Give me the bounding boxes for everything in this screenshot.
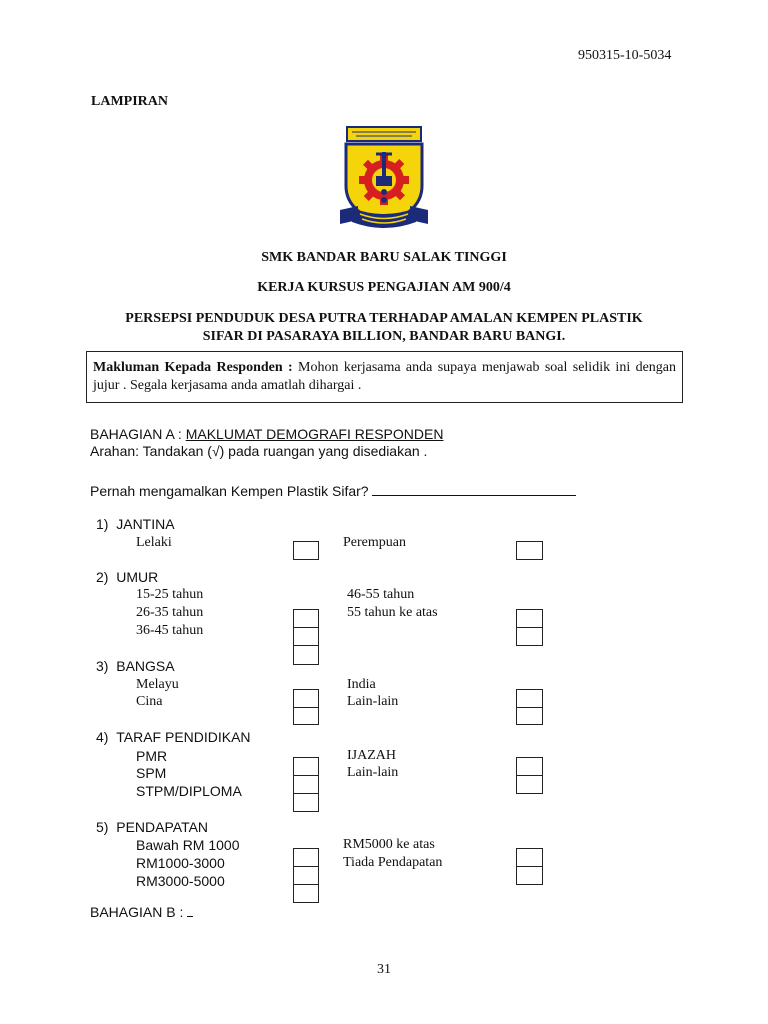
- checkbox-rm3000-5000[interactable]: [293, 884, 319, 903]
- checkbox-india[interactable]: [516, 689, 543, 708]
- option-lain-lain-pendidikan: Lain-lain: [347, 765, 399, 780]
- option-tiada-pendapatan: Tiada Pendapatan: [343, 855, 443, 870]
- question-5-title: 5) PENDAPATAN: [96, 819, 209, 835]
- option-55-atas: 55 tahun ke atas: [347, 605, 438, 620]
- question-2-title: 2) UMUR: [96, 569, 159, 585]
- answer-blank[interactable]: [372, 481, 576, 496]
- section-b-heading: BAHAGIAN B :: [90, 904, 193, 920]
- checkbox-perempuan[interactable]: [516, 541, 543, 560]
- checkbox-26-35[interactable]: [293, 627, 319, 646]
- option-bawah-rm1000: Bawah RM 1000: [136, 837, 240, 853]
- question-kempen-text: Pernah mengamalkan Kempen Plastik Sifar?: [90, 483, 373, 499]
- research-title-line2: SIFAR DI PASARAYA BILLION, BANDAR BARU BANGI.: [202, 329, 566, 344]
- checkbox-lain-lain-pendidikan[interactable]: [516, 775, 543, 794]
- checkbox-rm5000-atas[interactable]: [516, 848, 543, 867]
- section-a-heading: [90, 426, 443, 442]
- option-36-45: 36-45 tahun: [136, 623, 204, 638]
- checkbox-36-45[interactable]: [293, 645, 319, 665]
- option-rm5000-atas: RM5000 ke atas: [343, 837, 435, 852]
- section-b-blank: [187, 904, 193, 917]
- option-pmr: PMR: [136, 748, 168, 764]
- respondent-notice-box: [86, 351, 683, 403]
- checkbox-pmr[interactable]: [293, 757, 319, 776]
- section-a-title: MAKLUMAT DEMOGRAFI RESPONDEN: [185, 426, 444, 442]
- option-rm1000-3000: RM1000-3000: [136, 855, 225, 871]
- checkbox-46-55[interactable]: [516, 609, 543, 628]
- notice-label: Makluman Kepada Responden :: [93, 360, 293, 375]
- section-a-instruction: Arahan: Tandakan (√) pada ruangan yang disediakan .: [90, 443, 428, 459]
- checkbox-rm1000-3000[interactable]: [293, 866, 319, 885]
- school-logo: [338, 124, 430, 236]
- question-kempen: [90, 481, 576, 499]
- checkbox-lain-lain-bangsa[interactable]: [516, 707, 543, 725]
- option-26-35: 26-35 tahun: [136, 605, 204, 620]
- checkbox-cina[interactable]: [293, 707, 319, 725]
- option-stpm-diploma: STPM/DIPLOMA: [136, 783, 242, 799]
- checkbox-bawah-rm1000[interactable]: [293, 848, 319, 867]
- question-3-title: 3) BANGSA: [96, 658, 175, 674]
- research-title-line1: PERSEPSI PENDUDUK DESA PUTRA TERHADAP AMALAN KEMPEN PLASTIK: [125, 311, 643, 326]
- document-id: 950315-10-5034: [578, 48, 672, 63]
- checkbox-stpm-diploma[interactable]: [293, 793, 319, 812]
- checkbox-lelaki[interactable]: [293, 541, 319, 560]
- checkbox-tiada-pendapatan[interactable]: [516, 866, 543, 885]
- notice-text: Mohon kerjasama anda supaya menjawab soal selidik ini dengan jujur . Segala kerjasama anda amatlah dihargai .: [93, 360, 677, 393]
- option-india: India: [347, 677, 376, 692]
- question-1-title: 1) JANTINA: [96, 516, 175, 532]
- question-4-title: 4) TARAF PENDIDIKAN: [96, 729, 251, 745]
- checkbox-ijazah[interactable]: [516, 757, 543, 776]
- option-melayu: Melayu: [136, 677, 179, 692]
- checkbox-55-atas[interactable]: [516, 627, 543, 646]
- course-title: KERJA KURSUS PENGAJIAN AM 900/4: [257, 280, 511, 295]
- checkbox-15-25[interactable]: [293, 609, 319, 628]
- page-number: 31: [377, 962, 391, 977]
- option-ijazah: IJAZAH: [347, 748, 396, 763]
- section-a-prefix: BAHAGIAN A :: [90, 426, 186, 442]
- checkbox-spm[interactable]: [293, 775, 319, 794]
- option-rm3000-5000: RM3000-5000: [136, 873, 225, 889]
- option-spm: SPM: [136, 765, 167, 781]
- option-cina: Cina: [136, 694, 163, 709]
- option-perempuan: Perempuan: [343, 535, 406, 550]
- option-15-25: 15-25 tahun: [136, 587, 204, 602]
- lampiran-heading: LAMPIRAN: [91, 94, 168, 109]
- option-lelaki: Lelaki: [136, 535, 172, 550]
- option-lain-lain-bangsa: Lain-lain: [347, 694, 399, 709]
- school-name: SMK BANDAR BARU SALAK TINGGI: [261, 250, 507, 265]
- checkbox-melayu[interactable]: [293, 689, 319, 708]
- option-46-55: 46-55 tahun: [347, 587, 415, 602]
